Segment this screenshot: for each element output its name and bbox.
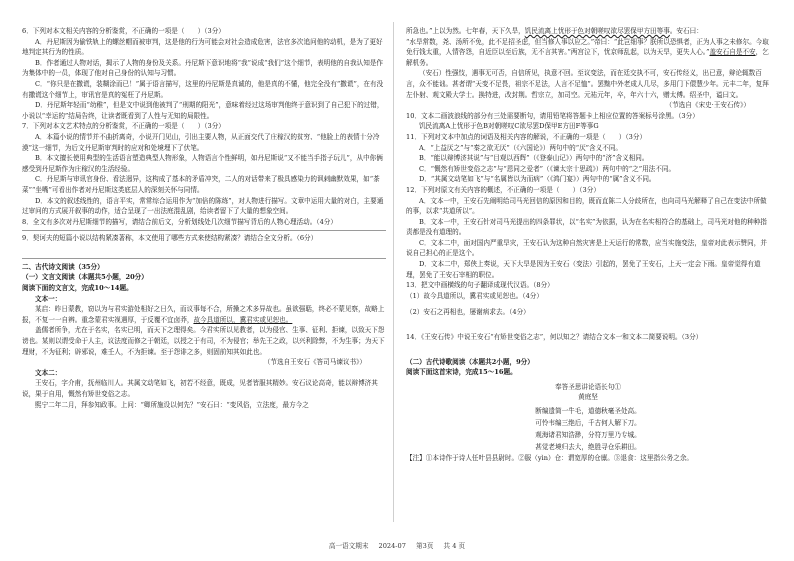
q11-option-d: D．“其属文动笔如飞”与“名属皆以为而病”（《鸿门宴》）两句中的“属”含义不同。 — [419, 175, 656, 184]
page-footer — [0, 540, 794, 550]
underlined-sentence-1: 故今具道所以，冀君实或见恕也。 — [193, 315, 293, 324]
question-12: 12．下列对原文有关内容的概述，不正确的一项是（ ）（3分） — [406, 185, 600, 194]
text-one-label: 文本一： — [35, 294, 62, 303]
question-14: 14．《王安石传》中说王安石“有矫世变俗之志”，何以知之？请结合文本一和文本二简要说明。（3分） — [406, 333, 703, 342]
q12-option-b: B．文本一中，王安石针对司马光提出的四条罪状，以“名实”为依据，认为在名实相符合的基础上，司马光对他的种种指责都是没有道理的。 — [406, 217, 767, 237]
question-6: 6．下列对本文相关内容的分析鉴赏，不正确的一项是（ ）（3分） — [22, 27, 225, 35]
q11-option-a: A．“上益厌之”与“秦之欲无厌”（《六国论》）两句中的“厌”含义不同。 — [419, 143, 623, 152]
q6-option-b: B．作者通过人物对话，揭示了人物的身份及关系。丹尼斯下意识地将“我”说成“我们”这个细节，表明他的自我认知是作为集体中的一员，体现了他对自己身份的认知与习惯。 — [22, 58, 384, 78]
text-two-para-1: 王安石，字介甫，抚州临川人。其属文动笔如飞，初若不经意，既成，见者皆服其精妙。安石议论高奇，能以辩博济其说，果于自用，慨然有矫世变俗之志。 — [22, 379, 378, 398]
poem-author: 黄庭坚 — [578, 393, 598, 402]
q6-option-a: A．丹尼斯因为偷铁轨上的螺丝帽而被审判，这是他的行为可能会对社会造成危害，法官多次追问他的动机，是为了更好地判定其行为的性质。 — [22, 37, 383, 57]
poem-line: 断编遗简一牛毛，道德秋毫圣处高。 — [535, 407, 641, 415]
text-two-label: 文本二： — [35, 368, 62, 377]
q13-part-1: （1）故今具道所以，冀君实或见恕也。（4分） — [406, 291, 543, 300]
section-2-heading: 二、古代诗文阅读（35分） — [22, 262, 104, 271]
q7-option-c: C．丹尼斯与审讯官身份、看法迥异，这构成了基本的矛盾冲突，二人的对话带来了极具感染力的讽刺幽默效果，如“茶菜”“坐嘴”可看出作者对丹尼斯这类底层人的深刻关怀与同情。 — [22, 175, 380, 194]
footer-total: 共 4 页 — [443, 542, 466, 550]
q13-part-2: （2）安石之再相也，屡谢病求去。（4分） — [406, 308, 530, 317]
q12-option-d: D．文本二中，郑侠上奏说，天下大旱是因为王安石（变法）引起的，罢免了王安石，上天一定会下雨。皇帝觉得有道理，罢免了王安石宰相的职位。 — [406, 260, 761, 279]
question-13: 13．把文中画横线的句子翻译成现代汉语。（8分） — [406, 281, 554, 290]
q11-option-b: B．“能以辩博济其说”与“目观以西辉”（《登泰山记》）两句中的“济”含义相同。 — [419, 154, 649, 163]
poem-line: 可怜韦编三绝后，千古何人解下刀。 — [535, 419, 641, 427]
poem-line: 甚觉老境归去大，绝胜寻仓乐耕田。 — [535, 443, 641, 451]
question-8: 8．全文有多次对丹尼斯细节的描写，请结合前后文，分析划线处几次细节描写背后的人物心理活动。（4分） — [22, 217, 337, 226]
wavy-underlined-passage: 饥民流离上忧形于色对朝嗟叹欲尽罢保甲方田等事 — [524, 27, 670, 35]
footer-date: 2024-07 — [378, 542, 406, 550]
text-two-cont-3: （安石）性强忮，遇事无可否，自信所见，执意不回。至议变法，而在廷交执不可，安石传经义，出已意，辩论辄数百言，众不能诎。甚者谓“天变不足畏，祖宗不足法，人言不足恤”。罢黜中外老成人几尽，多用门下儇慧少年。元丰二年，复拜左仆射、观文殿大学士。换特进，改封荆。哲宗立，加司空。元祐元年，卒，年六十六，赠太傅。绍圣中，谥曰文。 — [406, 69, 769, 99]
q7-option-b: B．本文擅长使用典型的生活语言塑造典型人物形象，人物语言个性鲜明，如丹尼斯说“又不能当手指子玩儿”，从中你俩感受到丹尼斯作为庄稼汉的生活经验。 — [22, 154, 383, 173]
right-column — [406, 26, 770, 464]
q6-option-d: D．丹尼斯年轻而“幼稚”，但是文中说到他被判了“刑期的阳光”，意味着经过这场审判他终于意识到了自己犯下的过错，小说以“幸运的”结局告终，让读者既看到了人性与无知的局限性。 — [22, 101, 384, 120]
q6-option-c: C．“你只是在撒谎，装糊涂而已！”属于语言描写，这里的丹尼斯是真诚的，他是真的不懂，他完全没有“撒谎”，在有没有撒谎这个细节上，审讯官是真的冤枉了丹尼斯。 — [22, 79, 384, 99]
q11-option-c: C．“慨然有矫世变俗之志”与“恩同之爱者”（《谏太宗十思疏》）两句中的“之”用法不同。 — [419, 164, 676, 173]
section-2-2-heading: （二）古代诗歌阅读（本题共2小题，9分） — [406, 357, 534, 366]
question-10: 10．文本二画波浪线的部分有三处需要断句，请用铅笔将答题卡上相应位置的答案标号涂黑。（3分） — [406, 111, 699, 120]
answer-box-q9 — [22, 230, 386, 259]
instruction-15-16: 阅读下面这首宋诗，完成15～16题。 — [406, 368, 517, 377]
text-two-cont-1: 所急也。”上以为然。七年春，天下久旱，饥民流离上忧形于色对朝嗟叹欲尽罢保甲方田等事。安石曰： — [406, 27, 703, 35]
footer-page: 第3页 — [416, 542, 434, 550]
footer-subject: 高一语文期末 — [328, 542, 369, 550]
text-two-para-2: 熙宁二年二月，拜参知政事。上问：“卿所施设以何先？”安石曰：“变风俗，立法度，最方今之 — [35, 400, 309, 409]
text-two-source: （节选自《宋史·王安石传》） — [665, 101, 750, 110]
q12-option-c: C．文本二中，面对国内严重旱灾，王安石认为这种自然灾害是上天运行的常数，应当实施变法，皇帝对此表示赞同，并说自己担心的正是这个。 — [406, 238, 767, 258]
question-9: 9．契诃夫的短篇小说以结构紧凑著称，本文使用了哪些方式来使结构紧凑？请结合全文分析。（6分） — [22, 234, 318, 243]
column-divider — [393, 22, 394, 522]
text-one-source: （节选自王安石《答司马谏议书》） — [263, 358, 366, 367]
q7-option-d: D．本文的叙述线性的，语言平实，常常综合运用作为“加倍的陈练”，对人物进行描写。文章中运用大量的对白，主要通过审问的方式展开叙事的动作，适合呈现了一出法庭混乱剧，给读者留下了大量的想象空间。 — [22, 196, 384, 216]
text-one-para-1: 某启：昨日蒙教，窃以为与君实游处相好之日久，而议事每不合，所操之术多异故也。虽欲强聒，终必不蒙见察，故略上报，不复一一自辨。重念蒙君实视遇厚，于反覆不宜卤莽，故今具道所以，冀君实或见恕也。 — [22, 305, 385, 324]
section-2-1-heading: （一）文言文阅读（本题共5小题，20分） — [22, 273, 148, 282]
poem-note: 【注】①本诗作于诗人任叶县县尉时。②服（yìn）仓：谓宽厚的仓廪。③退食：这里指公务之余。 — [406, 454, 694, 462]
instruction-10-14: 阅读下面的文言文，完成10～14题。 — [22, 284, 133, 293]
q7-option-a: A．本篇小说的情节并不曲折离奇，小说开门见山，引出主要人物，从正面交代了庄稼汉的贫穷、“他脸上的表情十分冷漠”这一细节，为后文丹尼斯审判时的应对和处境埋下了伏笔。 — [22, 132, 380, 152]
underlined-sentence-2: 盖安石自是不安 — [709, 48, 756, 57]
left-column — [22, 26, 386, 410]
q10-sentence-line: 饥民流离A上忧形于色B对朝嗟叹C欲尽罢D保甲E方田F等事G — [419, 122, 599, 131]
text-one-para-2: 盖儒者所争，尤在于名实，名实已明，而天下之理得矣。今君实所以见教者，以为侵官、生事、征利、拒谏，以致天下怨谤也。某则以谓受命于人主，议法度而修之于朝廷，以授之于有司，不为侵官；举先王之政，以兴利除弊，不为生事；为天下理财，不为征利；辟邪说，难壬人，不为拒谏。至于怨诽之多，则固前知其如此也。 — [22, 326, 385, 356]
question-7: 7．下列对本文艺术特点的分析鉴赏，不正确的一项是（ ）（3分） — [22, 122, 225, 131]
text-two-cont-2: “水旱常数，尧、汤所不免，此不足招圣虑，但当修人事以应之。”帝曰：“此岂细事？朕所以恐惧者，正为人事之未修尔。今取免行钱太重，人情咨怨，自近臣以至后族，无不言其害。”两宫泣下，忧京师乱起，以为天旱，更失人心。”盖安石自是不安，乞解机务。 — [406, 37, 769, 67]
q12-option-a: A．文本一中，王安石先阐明给司马光回信的原因和目的，既而直陈二人分歧所在，也向司马光解释了自己在变法中所做的事，以求“共道所以”。 — [406, 196, 767, 216]
poem-line: 观海诸君知浩渺，分符万里乃专城。 — [535, 431, 641, 439]
poem-title: 奉答圣思讲论语长句① — [555, 382, 621, 391]
question-11: 11．下列对文本中加点的词语及相关内容的解说，不正确的一项是（ ）（3分） — [406, 132, 647, 141]
